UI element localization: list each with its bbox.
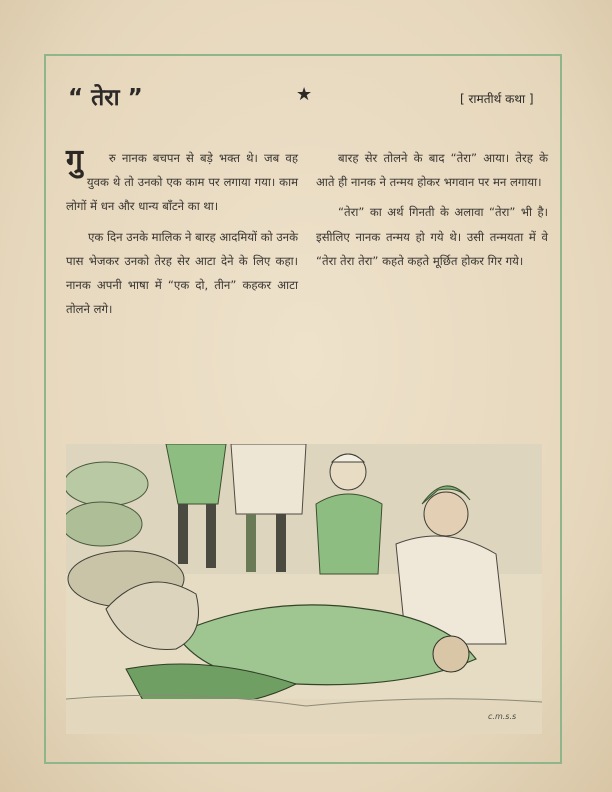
story-column-right: [316, 146, 548, 279]
paragraph: एक दिन उनके मालिक ने बारह आदमियों को उनके पास भेजकर उनको तेरह सेर आटा देने के लिए कहा। नानक अपनी भाषा में “एक दो, तीन” कहकर आटा तोलने लगे।: [66, 229, 299, 317]
story-column-left: [66, 143, 299, 327]
story-title: “ तेरा ”: [68, 85, 143, 111]
artist-signature: c.m.s.s: [488, 712, 517, 721]
story-illustration: [66, 444, 542, 734]
category-tag: [ रामतीर्थ कथा ]: [460, 92, 534, 106]
paragraph-text: रु नानक बचपन से बड़े भक्त थे। जब वह युवक थे तो उनको एक काम पर लगाया गया। काम लोगों में धन और धान्य बाँटने का था।: [66, 151, 298, 214]
star-icon: ★: [296, 84, 313, 105]
illustration-drawing: [66, 444, 542, 734]
paragraph: [66, 143, 298, 219]
paragraph: बारह सेर तोलने के बाद “तेरा” आया। तेरह के आते ही नानक ने तन्मय होकर भगवान पर मन लगाया।: [316, 151, 548, 190]
paragraph: “तेरा” का अर्थ गिनती के अलावा “तेरा” भी है। इसीलिए नानक तन्मय हो गये थे। उसी तन्मयता में वे “तेरा तेरा तेरा” कहते कहते मूर्छित होकर गिर गये।: [316, 205, 548, 268]
drop-cap: गु: [66, 143, 83, 178]
